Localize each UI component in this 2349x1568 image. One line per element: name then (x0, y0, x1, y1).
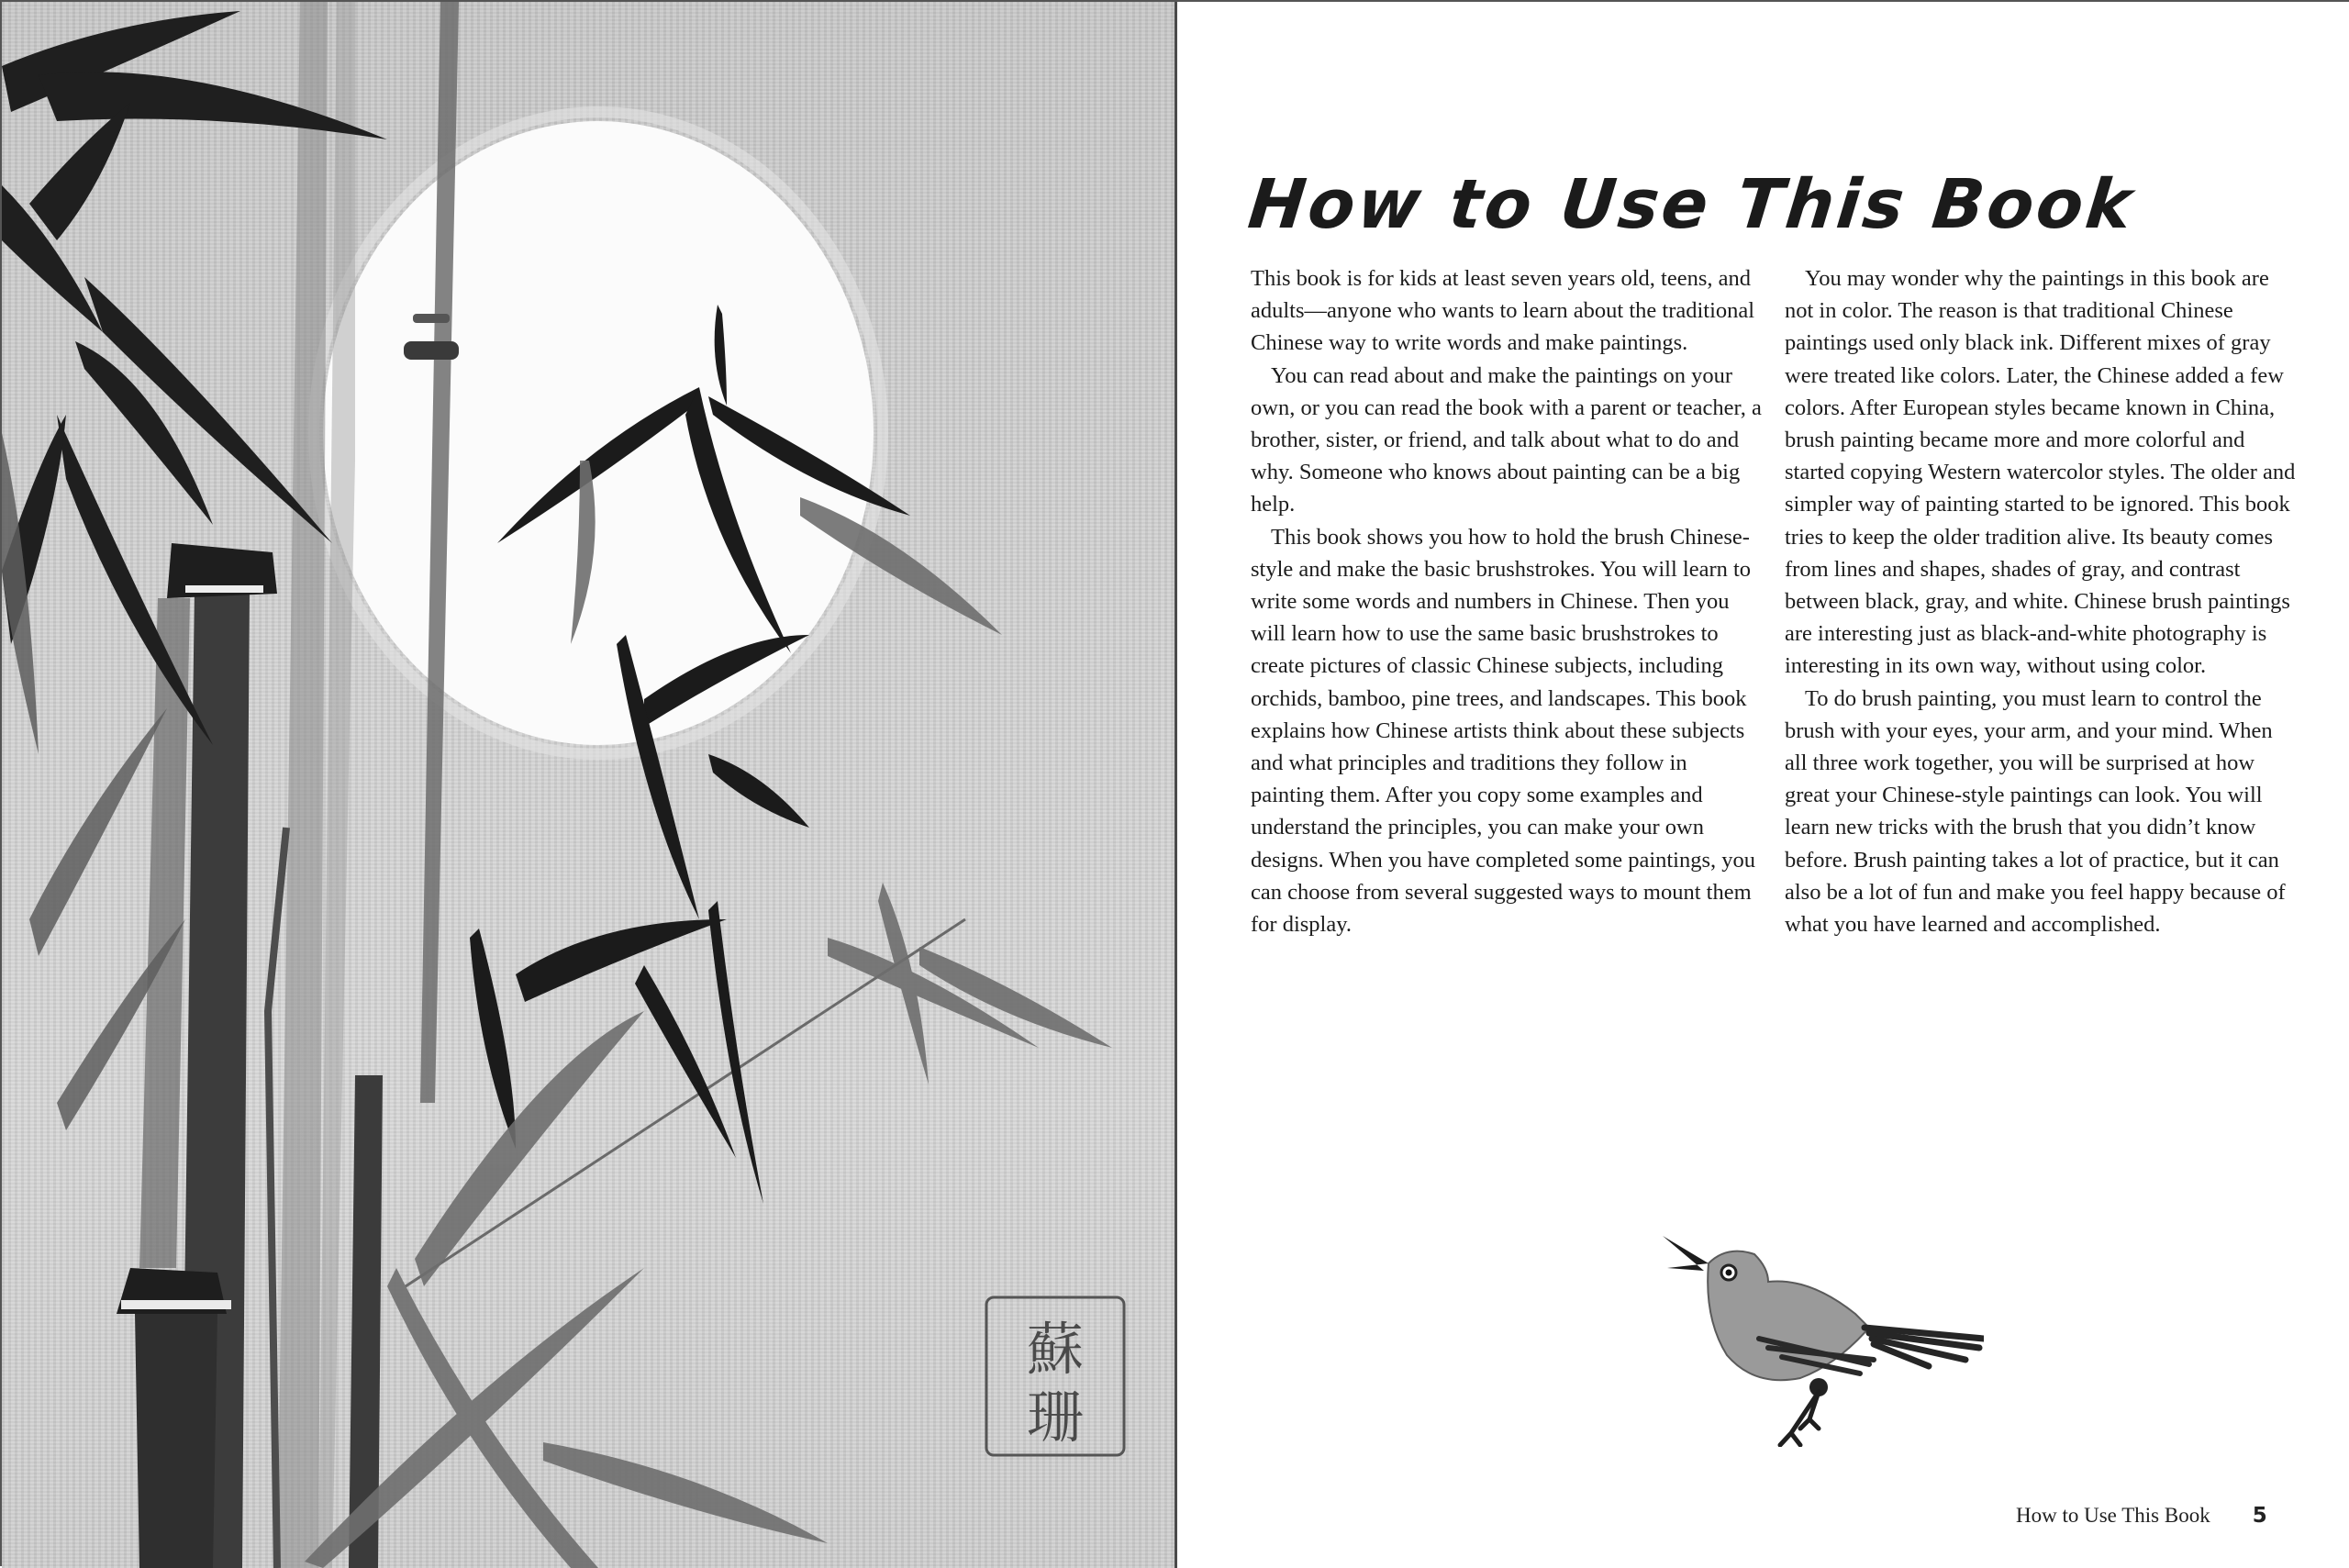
paragraph: This book is for kids at least seven years old, teens, and adults—anyone who wants to learn about the traditional Chinese way to write words and make paintings. (1251, 266, 1755, 356)
text-column-left (1251, 262, 1765, 940)
artist-seal (986, 1297, 1124, 1455)
bamboo-painting (2, 2, 1175, 1568)
moon-shape (323, 121, 874, 745)
running-title: How to Use This Book (2016, 1504, 2210, 1527)
paragraph: You may wonder why the paintings in this book are not in color. The reason is that traditional Chinese paintings used only black ink. Different mixes of gray were treated like colors. Later, the Chinese added a few colors. After European styles became known in China, brush painting became more and more colorful and started copying Western watercolor styles. The older and simpler way of painting started to be ignored. This book tries to keep the older tradition alive. Its beauty comes from lines and shapes, shades of gray, and contrast between black, gray, and white. Chinese brush paintings are interesting just as black-and-white photography is interesting in its own way, without using color. (1785, 266, 2296, 679)
page-title: How to Use This Book (1244, 164, 2139, 244)
svg-text:珊: 珊 (1026, 1384, 1085, 1451)
text-column-right (1785, 262, 2299, 940)
paragraph: To do brush painting, you must learn to control the brush with your eyes, your arm, and your mind. When all three work together, you will be surprised at how great your Chinese-style paintings can look. You will learn new tricks with the brush that you didn’t know before. Brush painting takes a lot of practice, but it can also be a lot of fun and make you feel happy because of what you have learned and accomplished. (1785, 685, 2286, 938)
svg-text:蘇: 蘇 (1026, 1316, 1085, 1383)
paragraph: You can read about and make the paintings on your own, or you can read the book with a parent or teacher, a brother, sister, or friend, and talk about what to do and why. Someone who knows about painting can be a big help. (1251, 362, 1762, 517)
bird-illustration (1653, 1227, 1984, 1447)
page-number: 5 (2252, 1504, 2267, 1528)
page-footer (2016, 1504, 2267, 1528)
paragraph: This book shows you how to hold the brush Chinese-style and make the basic brushstrokes. You will learn to write some words and numbers in Chinese. Then you will learn how to use the same basic brushstrokes to create pictures of classic Chinese subjects, including orchids, bamboo, pine trees, and landscapes. This book explains how Chinese artists think about these subjects and what principles and traditions they follow in painting them. After you copy some examples and understand the principles, you can make your own designs. When you have completed some paintings, you can choose from several suggested ways to mount them for display. (1251, 524, 1756, 938)
left-page-painting (2, 2, 1175, 1568)
